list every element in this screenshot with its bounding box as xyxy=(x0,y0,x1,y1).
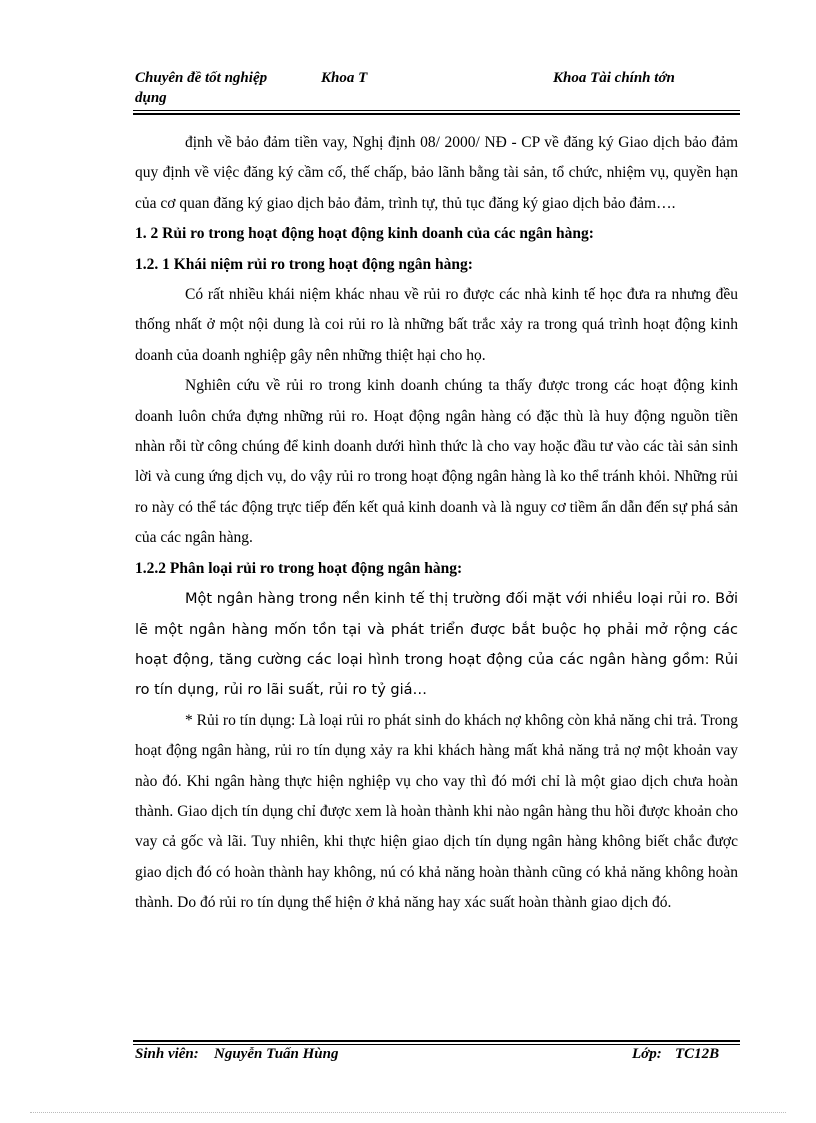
page-bottom-divider xyxy=(30,1112,786,1113)
paragraph: Có rất nhiều khái niệm khác nhau về rủi ro được các nhà kinh tế học đưa ra nhưng đều thống nhất ở một nội dung là coi rủi ro là những bất trắc xảy ra trong quá trình hoạt động kinh doanh của doanh nghiệp gây nên những thiệt hại cho họ. xyxy=(135,286,738,364)
paragraph: * Rủi ro tín dụng: Là loại rủi ro phát sinh do khách nợ không còn khả năng chi trả. Trong hoạt động ngân hàng, rủi ro tín dụng xảy ra khi khách hàng mất khả năng trả nợ một khoản vay nào đó. Khi ngân hàng thực hiện nghiệp vụ cho vay thì đó mới chỉ là một giao dịch chưa hoàn thành. Giao dịch tín dụng chỉ được xem là hoàn thành khi nào ngân hàng thu hồi được khoản cho vay cả gốc và lãi. Tuy nhiên, khi thực hiện giao dịch tín dụng ngân hàng không biết chắc được giao dịch đó có hoàn thành hay không, nú có khả năng hoàn thành cũng có khả năng không hoàn thành. Do đó rủi ro tín dụng thể hiện ở khả năng hay xác suất hoàn thành giao dịch đó. xyxy=(135,711,738,912)
paragraph: Một ngân hàng trong nền kinh tế thị trường đối mặt với nhiều loại rủi ro. Bởi lẽ một ngân hàng mốn tồn tại và phát triển được bắt buộc họ phải mở rộng các hoạt động, tăng cường các loại hình trong hoạt động của các ngân hàng gồm: Rủi ro tín dụng, rủi ro lãi suất, rủi ro tỷ giá… xyxy=(135,591,738,699)
subsection-heading: 1.2.2 Phân loại rủi ro trong hoạt động ngân hàng: xyxy=(135,559,463,577)
header-left: Chuyên đề tốt nghiệp xyxy=(135,70,268,86)
footer-student-label: Sinh viên: xyxy=(135,1046,199,1062)
paragraph-continuation: định về bảo đảm tiền vay, Nghị định 08/ 2000/ NĐ - CP về đăng ký Giao dịch bảo đảm quy định về việc đăng ký cầm cố, thế chấp, bảo lãnh bằng tài sản, tổ chức, nhiệm vụ, quyền hạn của cơ quan đăng ký giao dịch bảo đảm, trình tự, thủ tục đăng ký giao dịch bảo đảm…. xyxy=(135,134,738,212)
header-middle: Khoa T xyxy=(321,70,368,86)
header-rule-bottom xyxy=(133,113,740,115)
footer-rule-top xyxy=(133,1040,740,1042)
subsection-heading: 1.2. 1 Khái niệm rủi ro trong hoạt động ngân hàng: xyxy=(135,255,473,273)
footer-class-label: Lớp: xyxy=(632,1046,662,1062)
header-left-cont: dụng xyxy=(135,90,167,106)
section-heading: 1. 2 Rủi ro trong hoạt động hoạt động kinh doanh của các ngân hàng: xyxy=(135,225,594,243)
header-rule-top xyxy=(133,110,740,111)
page-body xyxy=(135,128,738,919)
header-right: Khoa Tài chính tớn xyxy=(553,70,675,86)
footer-rule-bottom xyxy=(133,1044,740,1045)
footer-class-value: TC12B xyxy=(675,1046,720,1062)
footer-student-name: Nguyễn Tuấn Hùng xyxy=(214,1046,339,1062)
paragraph: Nghiên cứu về rủi ro trong kinh doanh chúng ta thấy được trong các hoạt động kinh doanh luôn chứa đựng những rủi ro. Hoạt động ngân hàng có đặc thù là huy động nguồn tiền nhàn rỗi từ công chúng để kinh doanh dưới hình thức là cho vay hoặc đầu tư vào các tài sản sinh lời và cung ứng dịch vụ, do vậy rủi ro trong hoạt động ngân hàng là ko thể tránh khỏi. Những rủi ro này có thể tác động trực tiếp đến kết quả kinh doanh và là nguy cơ tiềm ẩn dẫn đến sự phá sản của các ngân hàng. xyxy=(135,377,738,547)
